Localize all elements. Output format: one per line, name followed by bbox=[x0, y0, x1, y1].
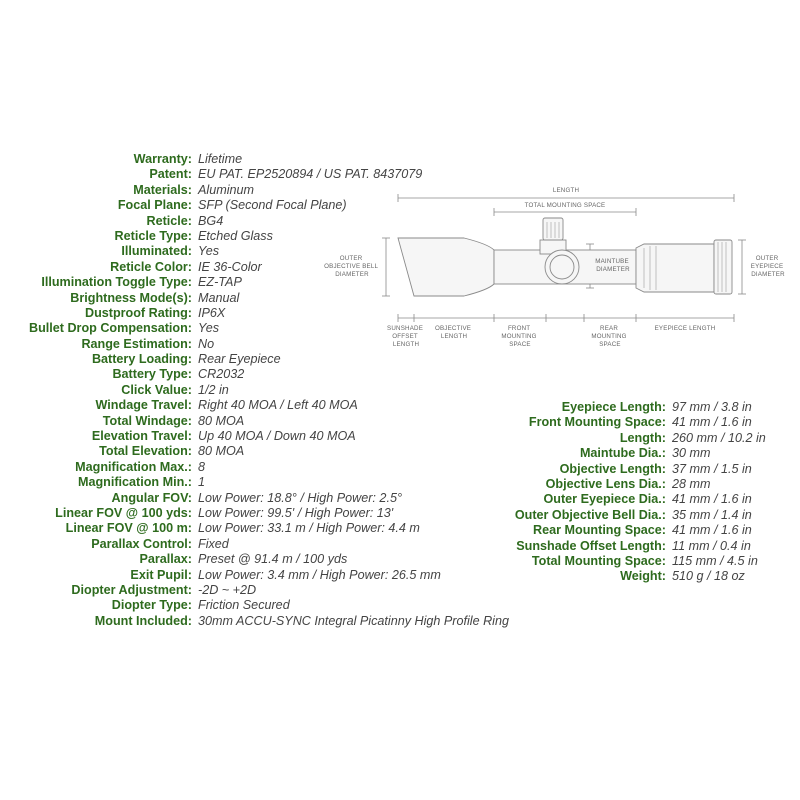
spec-row bbox=[0, 598, 560, 613]
front-mounting-space-label: FRONT MOUNTING SPACE bbox=[501, 325, 537, 348]
spec-row bbox=[0, 352, 560, 367]
spec-row bbox=[0, 506, 560, 521]
spec-label: Reticle Color: bbox=[110, 259, 192, 274]
spec-label: Front Mounting Space: bbox=[528, 415, 666, 430]
spec-value: 11 mm / 0.4 in bbox=[672, 538, 751, 553]
spec-label: Objective Lens Dia.: bbox=[545, 476, 666, 491]
spec-row bbox=[0, 429, 560, 444]
spec-label: Elevation Travel: bbox=[91, 429, 192, 444]
spec-value: Low Power: 3.4 mm / High Power: 26.5 mm bbox=[198, 567, 441, 582]
spec-value: Low Power: 99.5' / High Power: 13' bbox=[198, 505, 394, 520]
spec-row bbox=[0, 167, 560, 182]
spec-value: 41 mm / 1.6 in bbox=[672, 523, 752, 538]
spec-row bbox=[0, 537, 560, 552]
spec-row bbox=[0, 460, 560, 475]
spec-label: Battery Loading: bbox=[91, 352, 192, 367]
spec-value: BG4 bbox=[198, 213, 224, 228]
spec-label: Length: bbox=[619, 430, 666, 445]
spec-row bbox=[480, 415, 780, 430]
spec-label: Warranty: bbox=[133, 152, 192, 166]
spec-row bbox=[0, 414, 560, 429]
total-mounting-space-label: TOTAL MOUNTING SPACE bbox=[524, 202, 606, 209]
spec-label: Total Windage: bbox=[102, 413, 192, 428]
spec-label: Range Estimation: bbox=[81, 336, 192, 351]
spec-value: IE 36-Color bbox=[198, 259, 262, 274]
spec-value: 80 MOA bbox=[198, 444, 245, 459]
spec-label: Materials: bbox=[133, 182, 192, 197]
spec-label: Outer Eyepiece Dia.: bbox=[543, 492, 666, 507]
spec-row bbox=[480, 477, 780, 492]
spec-row bbox=[0, 491, 560, 506]
spec-value: Yes bbox=[198, 321, 220, 336]
spec-label: Total Elevation: bbox=[99, 444, 192, 459]
spec-label: Click Value: bbox=[121, 382, 192, 397]
spec-label: Mount Included: bbox=[94, 613, 192, 628]
spec-label: Linear FOV @ 100 m: bbox=[65, 521, 192, 536]
spec-value: 30 mm bbox=[672, 446, 711, 461]
spec-row bbox=[480, 446, 780, 461]
spec-value: No bbox=[198, 336, 215, 351]
outer-objective-bell-diameter-label: OUTER OBJECTIVE BELL DIAMETER bbox=[324, 255, 378, 278]
spec-label: Magnification Max.: bbox=[75, 459, 192, 474]
spec-label: Magnification Min.: bbox=[77, 475, 192, 490]
spec-row bbox=[0, 367, 560, 382]
spec-label: Rear Mounting Space: bbox=[533, 523, 666, 538]
spec-value: Preset @ 91.4 m / 100 yds bbox=[198, 552, 348, 567]
spec-row bbox=[0, 444, 560, 459]
spec-value: IP6X bbox=[198, 305, 226, 320]
spec-row bbox=[480, 554, 780, 569]
spec-value: SFP (Second Focal Plane) bbox=[198, 198, 347, 213]
spec-row bbox=[0, 383, 560, 398]
specs-right-column bbox=[480, 400, 780, 585]
spec-row bbox=[0, 583, 560, 598]
spec-row bbox=[480, 508, 780, 523]
spec-value: Right 40 MOA / Left 40 MOA bbox=[198, 398, 358, 413]
spec-label: Weight: bbox=[620, 569, 666, 584]
spec-row bbox=[480, 569, 780, 584]
spec-value: 115 mm / 4.5 in bbox=[672, 553, 758, 568]
spec-value: 260 mm / 10.2 in bbox=[672, 430, 766, 445]
spec-row bbox=[0, 521, 560, 536]
spec-value: 35 mm / 1.4 in bbox=[672, 507, 752, 522]
spec-value: 80 MOA bbox=[198, 413, 245, 428]
spec-label: Brightness Mode(s): bbox=[70, 290, 192, 305]
spec-label: Bullet Drop Compensation: bbox=[28, 321, 192, 336]
spec-label: Battery Type: bbox=[112, 367, 192, 382]
spec-label: Sunshade Offset Length: bbox=[516, 538, 666, 553]
spec-value: -2D ~ +2D bbox=[198, 582, 257, 597]
maintube-diameter-label: MAINTUBE DIAMETER bbox=[595, 258, 630, 273]
spec-value: 37 mm / 1.5 in bbox=[672, 461, 752, 476]
scope-dimension-diagram bbox=[322, 182, 792, 352]
spec-value: Yes bbox=[198, 244, 220, 259]
spec-label: Objective Length: bbox=[559, 461, 666, 476]
spec-label: Reticle Type: bbox=[114, 228, 192, 243]
spec-label: Eyepiece Length: bbox=[561, 400, 666, 414]
spec-value: 28 mm bbox=[672, 476, 711, 491]
spec-value: CR2032 bbox=[198, 367, 245, 382]
length-label: LENGTH bbox=[552, 187, 580, 194]
spec-row bbox=[0, 614, 560, 629]
spec-label: Reticle: bbox=[146, 213, 192, 228]
spec-label: Exit Pupil: bbox=[130, 567, 192, 582]
spec-value: Aluminum bbox=[198, 182, 254, 197]
spec-value: Rear Eyepiece bbox=[198, 352, 281, 367]
spec-row bbox=[480, 539, 780, 554]
outer-eyepiece-diameter-label: OUTER EYEPIECE DIAMETER bbox=[750, 255, 785, 278]
spec-value: Etched Glass bbox=[198, 228, 273, 243]
spec-value: 510 g / 18 oz bbox=[672, 569, 745, 584]
spec-value: Low Power: 18.8° / High Power: 2.5° bbox=[198, 490, 402, 505]
spec-value: Low Power: 33.1 m / High Power: 4.4 m bbox=[198, 521, 420, 536]
spec-label: Angular FOV: bbox=[111, 490, 192, 505]
spec-row bbox=[480, 431, 780, 446]
spec-label: Parallax Control: bbox=[91, 536, 192, 551]
spec-row bbox=[0, 475, 560, 490]
spec-row bbox=[0, 552, 560, 567]
spec-row bbox=[0, 568, 560, 583]
spec-value: 1 bbox=[198, 475, 206, 490]
objective-length-label: OBJECTIVE LENGTH bbox=[434, 325, 472, 340]
spec-value: EZ-TAP bbox=[198, 275, 242, 290]
spec-label: Focal Plane: bbox=[117, 198, 192, 213]
rear-mounting-space-label: REAR MOUNTING SPACE bbox=[591, 325, 627, 348]
spec-row bbox=[480, 523, 780, 538]
spec-value: 8 bbox=[198, 459, 206, 474]
spec-value: Lifetime bbox=[198, 152, 243, 166]
spec-label: Windage Travel: bbox=[95, 398, 192, 413]
spec-row bbox=[480, 492, 780, 507]
spec-value: 1/2 in bbox=[198, 382, 229, 397]
spec-label: Illumination Toggle Type: bbox=[41, 275, 192, 290]
spec-label: Linear FOV @ 100 yds: bbox=[55, 505, 192, 520]
spec-value: Fixed bbox=[198, 536, 229, 551]
spec-label: Dustproof Rating: bbox=[84, 305, 192, 320]
spec-value: 41 mm / 1.6 in bbox=[672, 492, 752, 507]
eyepiece-length-label: EYEPIECE LENGTH bbox=[654, 325, 716, 332]
spec-label: Patent: bbox=[149, 167, 192, 182]
spec-value: Manual bbox=[198, 290, 240, 305]
spec-value: 97 mm / 3.8 in bbox=[672, 400, 752, 414]
spec-label: Diopter Type: bbox=[111, 598, 192, 613]
sunshade-offset-length-label: SUNSHADE OFFSET LENGTH bbox=[387, 325, 424, 348]
spec-row bbox=[0, 398, 560, 413]
spec-value: EU PAT. EP2520894 / US PAT. 8437079 bbox=[198, 167, 423, 182]
spec-value: 30mm ACCU-SYNC Integral Picatinny High Profile Ring bbox=[198, 613, 509, 628]
spec-row bbox=[480, 462, 780, 477]
spec-label: Diopter Adjustment: bbox=[71, 582, 192, 597]
spec-value: 41 mm / 1.6 in bbox=[672, 415, 752, 430]
spec-label: Parallax: bbox=[139, 552, 192, 567]
spec-value: Up 40 MOA / Down 40 MOA bbox=[198, 429, 356, 444]
spec-label: Total Mounting Space: bbox=[531, 553, 666, 568]
spec-value: Friction Secured bbox=[198, 598, 290, 613]
spec-row bbox=[0, 152, 560, 167]
spec-label: Maintube Dia.: bbox=[579, 446, 666, 461]
spec-label: Outer Objective Bell Dia.: bbox=[514, 507, 666, 522]
spec-label: Illuminated: bbox=[121, 244, 192, 259]
spec-row bbox=[480, 400, 780, 415]
